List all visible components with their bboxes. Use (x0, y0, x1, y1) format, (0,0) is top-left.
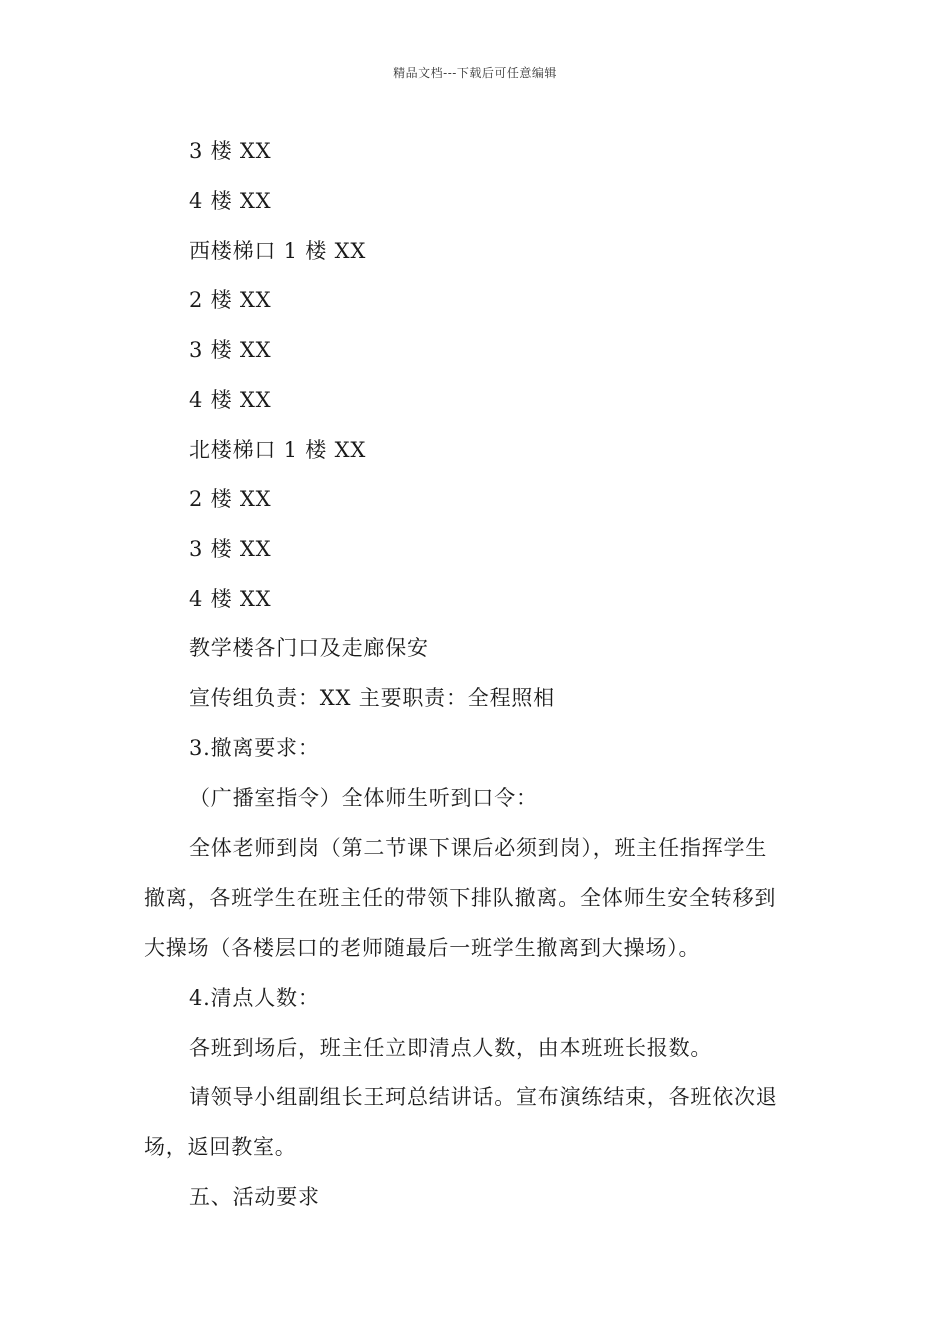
text-line: 教学楼各门口及走廊保安 (189, 636, 429, 660)
text-line: 3 楼 XX (189, 139, 272, 163)
text-line: 2 楼 XX (189, 288, 272, 312)
paragraph-line: 请领导小组副组长王珂总结讲话。宣布演练结束，各班依次退 (189, 1085, 778, 1109)
text-line: 4 楼 XX (189, 587, 272, 611)
text-line: 宣传组负责：XX 主要职责：全程照相 (189, 686, 555, 710)
text-line: （广播室指令）全体师生听到口令： (189, 786, 538, 810)
section-heading: 五、活动要求 (189, 1185, 320, 1209)
text-line: 4 楼 XX (189, 388, 272, 412)
section-heading: 4.清点人数： (189, 986, 320, 1010)
paragraph-line: 撤离，各班学生在班主任的带领下排队撤离。全体师生安全转移到 (144, 886, 777, 910)
paragraph-line: 大操场（各楼层口的老师随最后一班学生撤离到大操场）。 (144, 936, 701, 960)
section-heading: 3.撤离要求： (189, 736, 320, 760)
text-line: 西楼梯口 1 楼 XX (189, 239, 367, 263)
paragraph-line: 场，返回教室。 (144, 1135, 297, 1159)
text-line: 2 楼 XX (189, 487, 272, 511)
page-header: 精品文档---下载后可任意编辑 (393, 66, 557, 80)
text-line: 北楼梯口 1 楼 XX (189, 438, 367, 462)
paragraph-line: 各班到场后，班主任立即清点人数，由本班班长报数。 (189, 1036, 713, 1060)
text-line: 3 楼 XX (189, 537, 272, 561)
text-line: 3 楼 XX (189, 338, 272, 362)
paragraph-line: 全体老师到岗（第二节课下课后必须到岗），班主任指挥学生 (189, 836, 768, 860)
text-line: 4 楼 XX (189, 189, 272, 213)
